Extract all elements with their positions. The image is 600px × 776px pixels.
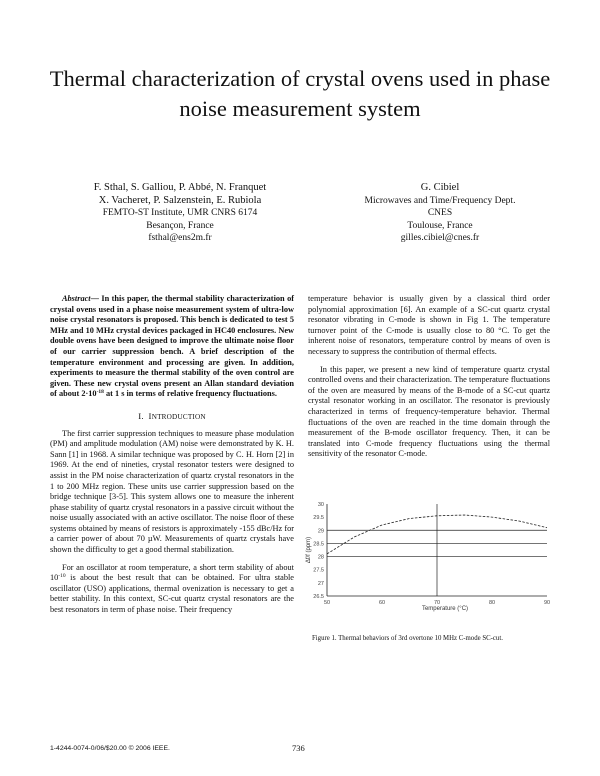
chart-y-tick-label: 30 [317, 502, 324, 508]
abstract-exponent: -18 [96, 389, 104, 396]
abstract [50, 294, 294, 400]
intro-p2-end: is about the best result that can be obtained. For ultra stable oscillator (USO) applications, thermal ovenization is necessary to get a better stability. In this context, SC-cut quartz crystal resonators are the best resonators in term of phase noise. Their frequency [50, 573, 294, 615]
intro-paragraph-1: The first carrier suppression techniques to measure phase modulation (PM) and amplitude modulation (AM) noise were demonstrated by K. H. Sann [1] in 1968. A similar technique was proposed by C. H. Horn [2] in 1969. At the end of nineties, crystal resonator testers were designed to assist in the PM noise characterization of quartz crystal resonators in the 1 to 200 MHz region. These units use carrier suppression based on the bridge technique [3-5]. This system allows one to measure the inherent phase stability of quartz crystal resonators in a passive circuit without the noise usually associated with an active oscillator. The noise floor of these systems obtained by means of resistors is approximately -155 dBc/Hz for a carrier power of about 70 µW. Measurements of quartz crystals have shown the difficulty to get a good thermal stabilization. [50, 428, 294, 555]
chart-y-tick-label: 26.5 [313, 594, 324, 600]
author-email: fsthal@ens2m.fr [148, 233, 212, 243]
author-email-right: gilles.cibiel@cnes.fr [400, 233, 480, 243]
author-city: Besançon, France [146, 220, 214, 231]
chart-x-label: Temperature (°C) [421, 606, 469, 612]
author-names-line-2: X. Vacheret, P. Salzenstein, E. Rubiola [98, 194, 262, 206]
section-initial: I [148, 410, 152, 421]
chart-y-tick-label: 28 [317, 554, 324, 561]
intro-paragraph-2 [50, 563, 294, 616]
chart-x-tick-label: 90 [543, 600, 550, 606]
chart-svg [305, 496, 550, 618]
chart-x-tick-label: 60 [378, 600, 386, 606]
abstract-text-end: at 1 s in terms of relative frequency fluctuations. [103, 389, 277, 399]
figure-caption: Figure 1. Thermal behaviors of 3rd overtone 10 MHz C-mode SC-cut. [312, 635, 503, 642]
right-paragraph-2: In this paper, we present a new kind of temperature quartz crystal controlled ovens and their characterization. The temperature fluctuations of the oven are measured by means of the B-mode of a SC-cut quartz crystal resonator working in an oscillator. The resonator is previously characterized in terms of frequency-temperature behavior. Thermal fluctuations of the oven are reached in the time domain through the measurement of the B-mode oscillator frequency. Then, it can be translated into C-mode frequency fluctuations using the thermal sensitivity of the resonator C-mode. [308, 364, 550, 459]
author-org: CNES [427, 208, 453, 218]
author-names-right: G. Cibiel [420, 182, 460, 193]
abstract-text: In this paper, the thermal stability characterization of crystal ovens used in a phase noise measurement system of ultra-low noise crystal resonators is proposed. This bench is dedicated to test 5 MHz and 10 MHz crystal devices packaged in HC40 enclosures. New double ovens have been designed to improve the ultimate noise floor of our carrier suppression bench. A brief description of the temperature environment and processing are given. In addition, experiments to measure the thermal stability of the oven control are given. These new crystal ovens present an Allan standard deviation of about 2·10 [50, 294, 294, 399]
copyright-line: 1-4244-0074-0/06/$20.00 © 2006 IEEE. [50, 745, 170, 752]
abstract-dash: — [90, 294, 102, 303]
section-heading-introduction [50, 411, 294, 423]
chart-x-tick-label: 50 [323, 600, 331, 606]
figure-1 [305, 496, 550, 618]
paper-title: Thermal characterization of crystal ovens used in phase noise measurement system [49, 66, 551, 121]
chart-x-tick-label: 70 [433, 600, 441, 606]
intro-p2-start: For an oscillator at room temperature, a short term stability of about 10 [50, 562, 294, 583]
author-city-right: Toulouse, France [407, 220, 473, 231]
abstract-label: Abstract [62, 294, 91, 303]
section-rest: NTRODUCTION [151, 412, 206, 421]
left-column [50, 294, 294, 616]
right-column [308, 294, 550, 460]
right-paragraph-1: temperature behavior is usually given by a classical third order polynomial approximation [6]. An example of a SC-cut quartz crystal resonator vibrating in C-mode is shown in Fig 1. The temperature turnover point of the C-mode is usually close to 80 °C. To get the inherent noise of resonators, temperature control by means of oven is necessary to suppress the contribution of thermal effects. [308, 294, 550, 356]
chart-y-tick-label: 29.5 [313, 515, 324, 522]
chart-y-tick-label: 29 [317, 528, 324, 535]
author-block-left [75, 182, 285, 245]
author-affiliation: FEMTO-ST Institute, UMR CNRS 6174 [102, 208, 258, 218]
chart-y-tick-label: 28.5 [313, 541, 324, 548]
author-dept: Microwaves and Time/Frequency Dept. [364, 195, 516, 206]
section-number: I. [138, 410, 144, 421]
page-number: 736 [292, 743, 305, 753]
author-block-right [335, 182, 545, 245]
chart-y-tick-label: 27.5 [313, 567, 324, 574]
chart-y-label: Δf/f (ppm) [306, 536, 312, 564]
author-names-line-1: F. Sthal, S. Galliou, P. Abbé, N. Franquet [93, 182, 267, 193]
chart-y-tick-label: 27 [317, 580, 324, 587]
chart-x-tick-label: 80 [488, 600, 496, 606]
intro-p2-exponent: -10 [58, 573, 66, 580]
